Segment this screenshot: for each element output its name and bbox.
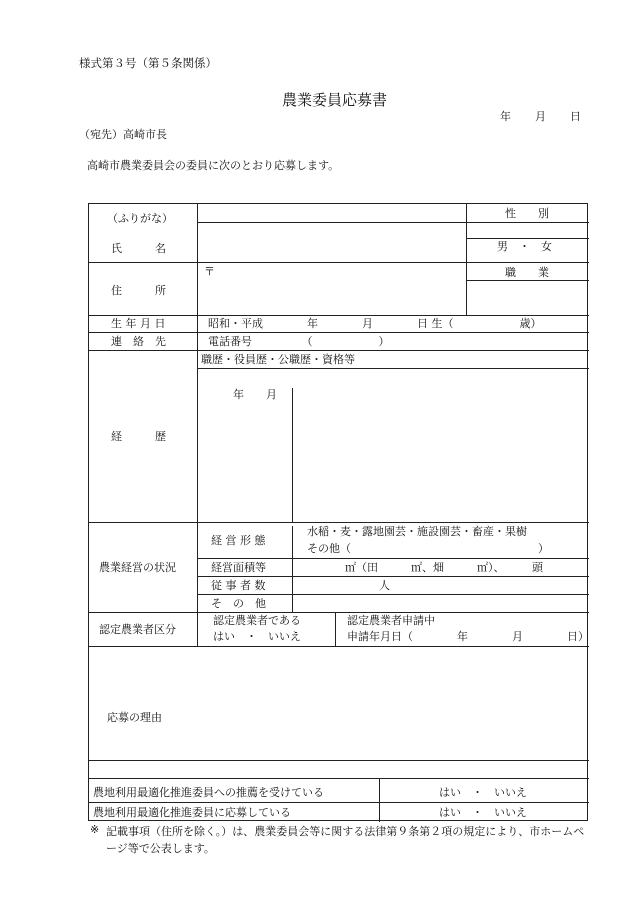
farm-type-label: 経 営 形 態: [211, 534, 266, 547]
reason-label: 応募の理由: [107, 711, 162, 724]
career-year-month: 年 月: [233, 388, 277, 401]
farm-area-value[interactable]: ㎡（田 ㎡、畑 ㎡）、 頭: [345, 561, 543, 574]
farm-type-value-1[interactable]: 水稲・麦・露地園芸・施設園芸・畜産・果樹: [307, 525, 527, 538]
farm-workers-label: 従 事 者 数: [211, 579, 266, 592]
birth-label: 生 年 月 日: [111, 317, 166, 330]
certified-a2[interactable]: 申請年月日（ 年 月 日）: [347, 630, 589, 643]
footnote-line-1: 記載事項（住所を除く。）は、農業委員会等に関する法律第９条第２項の規定により、市ホームペ: [106, 825, 585, 838]
farming-label: 農業経営の状況: [99, 561, 176, 574]
birth-value[interactable]: 昭和・平成 年 月 日 生（ 歳）: [208, 317, 542, 330]
farm-other-label: そ の 他: [211, 597, 266, 610]
occupation-label: 職 業: [505, 266, 549, 279]
farm-workers-value[interactable]: 人: [379, 579, 390, 592]
certified-q2: 認定農業者申請中: [347, 614, 435, 627]
question-2-answer[interactable]: はい ・ いいえ: [439, 806, 527, 819]
footnote-mark: ※: [90, 823, 100, 836]
contact-value[interactable]: 電話番号 （ ）: [208, 335, 390, 348]
form-number: 様式第３号（第５条関係）: [79, 56, 217, 70]
gender-label: 性 別: [505, 207, 549, 220]
postal-mark: 〒: [204, 265, 215, 278]
date-year-label: 年: [500, 110, 511, 123]
farm-type-value-2[interactable]: その他（ ）: [307, 542, 549, 555]
date-day-label: 日: [570, 110, 581, 123]
addressee: （宛先）高崎市長: [79, 128, 167, 141]
footnote-line-2: ージ等で公表します。: [106, 842, 215, 855]
farm-area-label: 経営面積等: [211, 561, 266, 574]
question-1-answer[interactable]: はい ・ いいえ: [439, 786, 527, 799]
gender-options[interactable]: 男 ・ 女: [497, 240, 552, 253]
certified-q1: 認定農業者である: [213, 614, 301, 627]
date-month-label: 月: [535, 110, 546, 123]
question-1: 農地利用最適化推進委員への推薦を受けている: [93, 786, 324, 799]
page-title: 農業委員応募書: [282, 91, 388, 109]
career-header: 職歴・役員歴・公職歴・資格等: [201, 353, 355, 366]
address-label: 住 所: [111, 284, 166, 297]
contact-label: 連 絡 先: [111, 335, 166, 348]
application-form: [88, 203, 588, 821]
name-label: 氏 名: [111, 242, 166, 255]
question-2: 農地利用最適化推進委員に応募している: [93, 806, 291, 819]
certified-label: 認定農業者区分: [99, 623, 176, 636]
furigana-label: （ふりがな）: [107, 212, 173, 225]
intro-text: 高崎市農業委員会の委員に次のとおり応募します。: [87, 159, 340, 172]
certified-a1[interactable]: はい ・ いいえ: [213, 630, 301, 643]
career-label: 経 歴: [111, 430, 166, 443]
